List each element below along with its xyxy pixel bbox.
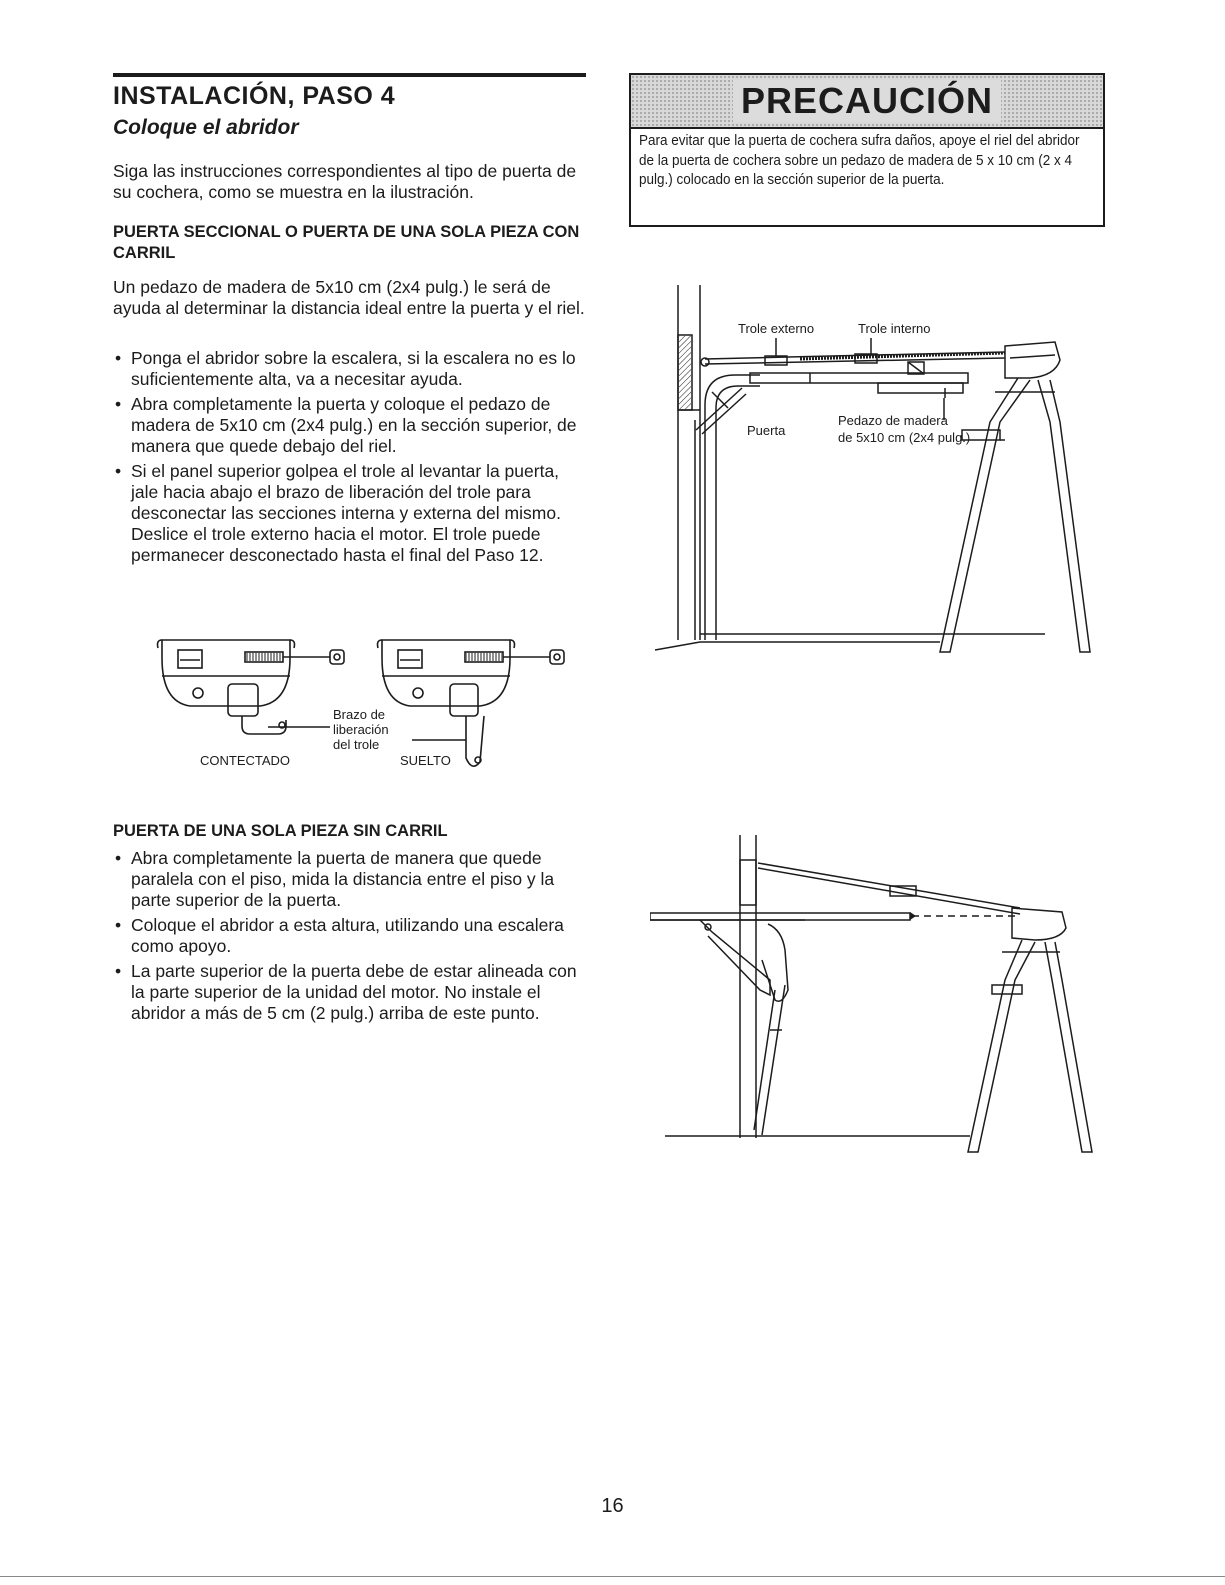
list-item [113, 961, 588, 1024]
bullet-text: Abra completamente la puerta y coloque el pedazo de madera de 5x10 cm (2x4 pulg.) en la sección superior, de manera que quede debajo del riel. [131, 394, 577, 456]
bullet-icon: • [115, 848, 122, 868]
list-item [113, 348, 588, 390]
page-title: INSTALACIÓN, PASO 4 [113, 82, 396, 110]
bullet-text: Abra completamente la puerta de manera que quede paralela con el piso, mida la distancia entre el piso y la parte superior de la puerta. [131, 848, 555, 910]
list-item [113, 461, 588, 566]
bullet-text: Si el panel superior golpea el trole al levantar la puerta, jale hacia abajo el brazo de liberación del trole para desconectar las secciones interna y externa del mismo. Deslice el trole externo hacia el motor. El trole puede permanecer desconectado hasta el final del Paso 12. [131, 461, 561, 565]
page-subtitle: Coloque el abridor [113, 116, 299, 139]
list-item [113, 915, 588, 957]
sectional-door-drawing [650, 280, 1100, 665]
section2-heading: PUERTA DE UNA SOLA PIEZA SIN CARRIL [113, 822, 448, 840]
caution-text: Para evitar que la puerta de cochera sufra daños, apoye el riel del abridor de la puerta de cochera sobre un pedazo de madera de 5 x 10 cm (2 x 4 pulg.) colocado en la sección superior de la puerta. [639, 132, 1080, 188]
bullet-icon: • [115, 394, 122, 414]
intro-paragraph: Siga las instrucciones correspondientes al tipo de puerta de su cochera, como se muestra en la ilustración. [113, 161, 577, 202]
inner-trolley-label: Trole interno [858, 321, 931, 336]
arm-label-line2: liberación [333, 722, 389, 737]
section1-paragraph: Un pedazo de madera de 5x10 cm (2x4 pulg.) le será de ayuda al determinar la distancia ideal entre la puerta y el riel. [113, 277, 585, 318]
arm-label-line1: Brazo de [333, 707, 386, 722]
sectional-door-illustration [650, 280, 1100, 665]
section1-heading: PUERTA SECCIONAL O PUERTA DE UNA SOLA PIEZA CON CARRIL [113, 223, 580, 262]
wood-label-line1: Pedazo de madera [838, 413, 948, 428]
caution-box [629, 73, 1105, 227]
bullet-text: Coloque el abridor a esta altura, utilizando una escalera como apoyo. [131, 915, 564, 956]
outer-trolley-label: Trole externo [738, 321, 815, 336]
caution-title: PRECAUCIÓN [733, 80, 1001, 122]
wood-label-line2: de 5x10 cm (2x4 pulg.) [838, 430, 971, 445]
section2-bullet-list [113, 848, 588, 1028]
one-piece-door-illustration [650, 830, 1100, 1160]
trolley-illustration [150, 630, 590, 780]
connected-label: CONTECTADO [200, 753, 291, 768]
page-number: 16 [601, 1495, 624, 1517]
loose-label: SUELTO [400, 753, 451, 768]
bullet-text: La parte superior de la puerta debe de estar alineada con la parte superior de la unidad del motor. No instale el abridor a más de 5 cm (2 pulg.) arriba de este punto. [131, 961, 577, 1023]
footer-rule [0, 1576, 1225, 1577]
bullet-icon: • [115, 915, 122, 935]
list-item [113, 394, 588, 457]
section1-bullet-list [113, 348, 588, 570]
caution-header [631, 75, 1103, 129]
trolley-drawing [150, 630, 590, 780]
header-rule [113, 73, 586, 77]
arm-label-line3: del trole [333, 737, 380, 752]
bullet-icon: • [115, 961, 122, 981]
door-label: Puerta [747, 423, 786, 438]
bullet-icon: • [115, 348, 122, 368]
bullet-text: Ponga el abridor sobre la escalera, si la escalera no es lo suficientemente alta, va a necesitar ayuda. [131, 348, 576, 389]
one-piece-door-drawing [650, 830, 1100, 1160]
list-item [113, 848, 588, 911]
bullet-icon: • [115, 461, 122, 481]
